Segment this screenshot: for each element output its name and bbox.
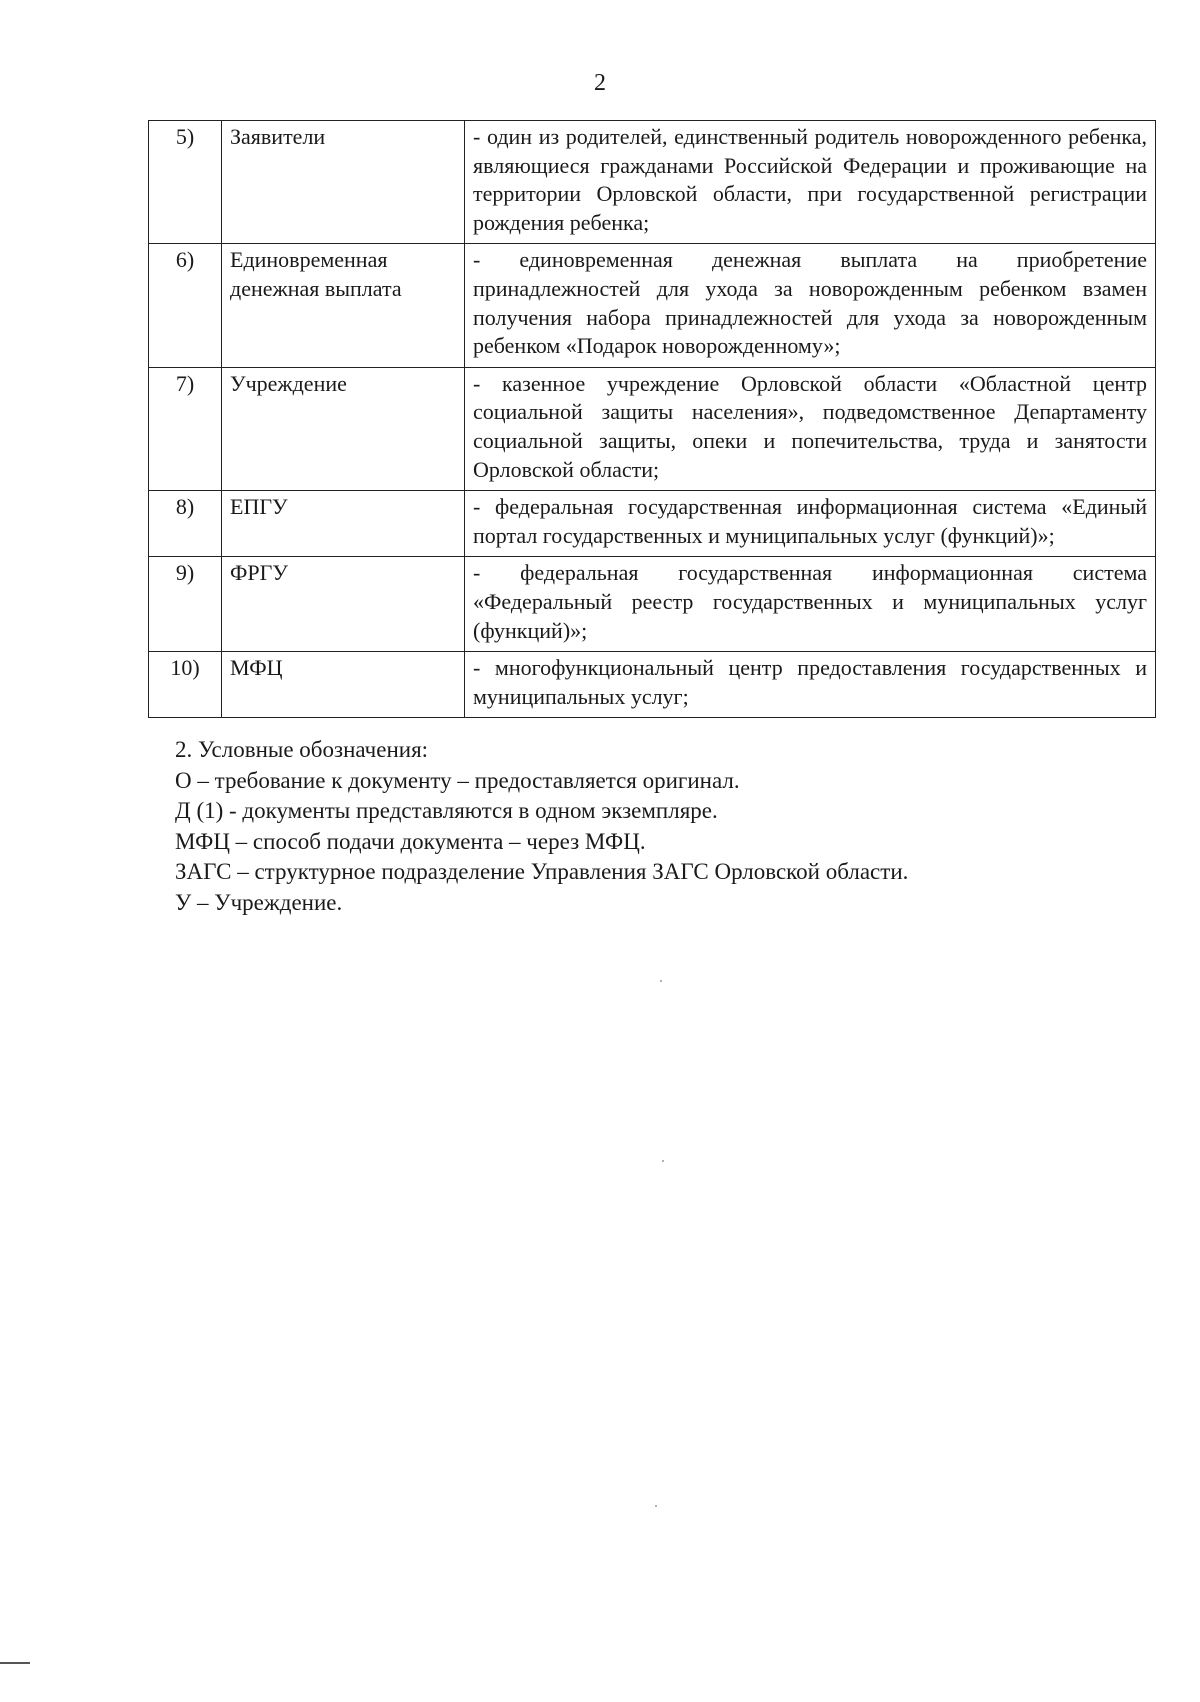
row-description: - многофункциональный центр предоставления государственных и муниципальных услуг; [465,652,1156,718]
legend-item: О – требование к документу – предоставляется оригинал. [175,767,740,793]
row-description: - единовременная денежная выплата на приобретение принадлежностей для ухода за новорожденным ребенком взамен получения набора принадлежностей для ухода за новорожденным ребенком «Подарок новорожденному»; [465,244,1156,367]
row-description: - казенное учреждение Орловской области «Областной центр социальной защиты населения», подведомственное Департаменту социальной защиты, опеки и попечительства, труда и занятости Орловской области; [465,367,1156,490]
row-term: Заявители [222,121,465,244]
row-term: МФЦ [222,652,465,718]
row-description: - федеральная государственная информационная система «Федеральный реестр государственных и муниципальных услуг (функций)»; [465,557,1156,652]
table-row [149,557,1156,652]
legend-block [175,735,1075,918]
row-number: 10) [149,652,222,718]
row-number: 8) [149,491,222,557]
row-number: 5) [149,121,222,244]
row-term: Единовременная денежная выплата [222,244,465,367]
definitions-table [148,120,1156,718]
table-row [149,367,1156,490]
table-row [149,491,1156,557]
row-term: Учреждение [222,367,465,490]
row-term: ЕПГУ [222,491,465,557]
page-number: 2 [594,70,606,96]
legend-item: Д (1) - документы представляются в одном экземпляре. [175,798,718,824]
row-term: ФРГУ [222,557,465,652]
row-description: - федеральная государственная информационная система «Единый портал государственных и муниципальных услуг (функций)»; [465,491,1156,557]
table-row [149,121,1156,244]
legend-item: ЗАГС – структурное подразделение Управления ЗАГС Орловской области. [175,859,909,885]
legend-heading: 2. Условные обозначения: [175,737,429,762]
scan-edge-mark [0,1662,30,1664]
legend-item: У – Учреждение. [175,889,343,915]
row-description: - один из родителей, единственный родитель новорожденного ребенка, являющиеся гражданами Российской Федерации и проживающие на территории Орловской области, при государственной регистрации рождения ребенка; [465,121,1156,244]
row-number: 7) [149,367,222,490]
table-row [149,652,1156,718]
table-row [149,244,1156,367]
row-number: 9) [149,557,222,652]
row-number: 6) [149,244,222,367]
legend-item: МФЦ – способ подачи документа – через МФЦ. [175,828,646,854]
